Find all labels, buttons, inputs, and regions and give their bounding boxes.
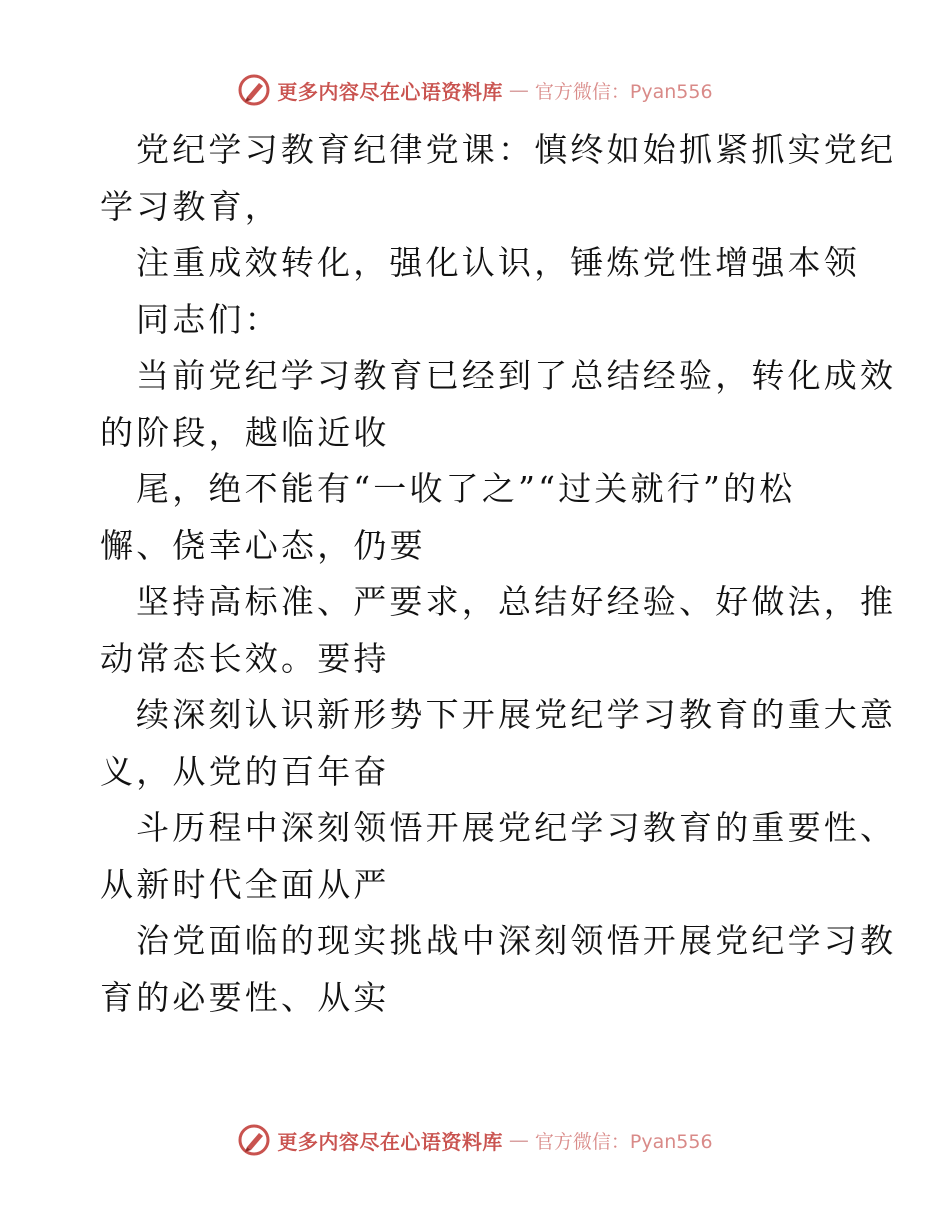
watermark-text: 更多内容尽在心语资料库 [277, 1129, 503, 1154]
subtitle-line: 注重成效转化，强化认识，锤炼党性增强本领 [136, 243, 860, 282]
header-watermark [0, 70, 950, 110]
watermark-separator: — [508, 78, 529, 102]
body-line: 续深刻认识新形势下开展党纪学习教育的重大意 [136, 695, 897, 734]
salutation-line: 同志们： [136, 299, 281, 339]
body-line: 动常态长效。要持 [100, 638, 390, 678]
body-line: 坚持高标准、严要求，总结好经验、好做法，推 [136, 582, 897, 621]
watermark-wechat: 官方微信：Pyan556 [534, 80, 713, 103]
body-line: 育的必要性、从实 [100, 977, 390, 1017]
pen-circle-logo-icon [237, 1123, 271, 1157]
watermark-separator: — [508, 1128, 529, 1152]
watermark-text: 更多内容尽在心语资料库 [277, 79, 503, 104]
body-line: 懈、侥幸心态，仍要 [100, 525, 426, 565]
title-line-2: 学习教育， [100, 186, 281, 226]
pen-circle-logo-icon [237, 73, 271, 107]
body-line: 治党面临的现实挑战中深刻领悟开展党纪学习教 [136, 921, 897, 960]
body-line: 斗历程中深刻领悟开展党纪学习教育的重要性、 [136, 808, 897, 847]
body-line: 义，从党的百年奋 [100, 751, 390, 791]
body-line: 尾，绝不能有“一收了之”“过关就行”的松 [136, 469, 796, 508]
body-line: 从新时代全面从严 [100, 864, 390, 904]
body-line: 的阶段，越临近收 [100, 412, 390, 452]
body-line: 当前党纪学习教育已经到了总结经验，转化成效 [136, 356, 897, 395]
title-line-1: 党纪学习教育纪律党课：慎终如始抓紧抓实党纪 [136, 130, 897, 169]
document-body [100, 122, 897, 1026]
footer-watermark [0, 1120, 950, 1160]
watermark-wechat: 官方微信：Pyan556 [534, 1130, 713, 1153]
